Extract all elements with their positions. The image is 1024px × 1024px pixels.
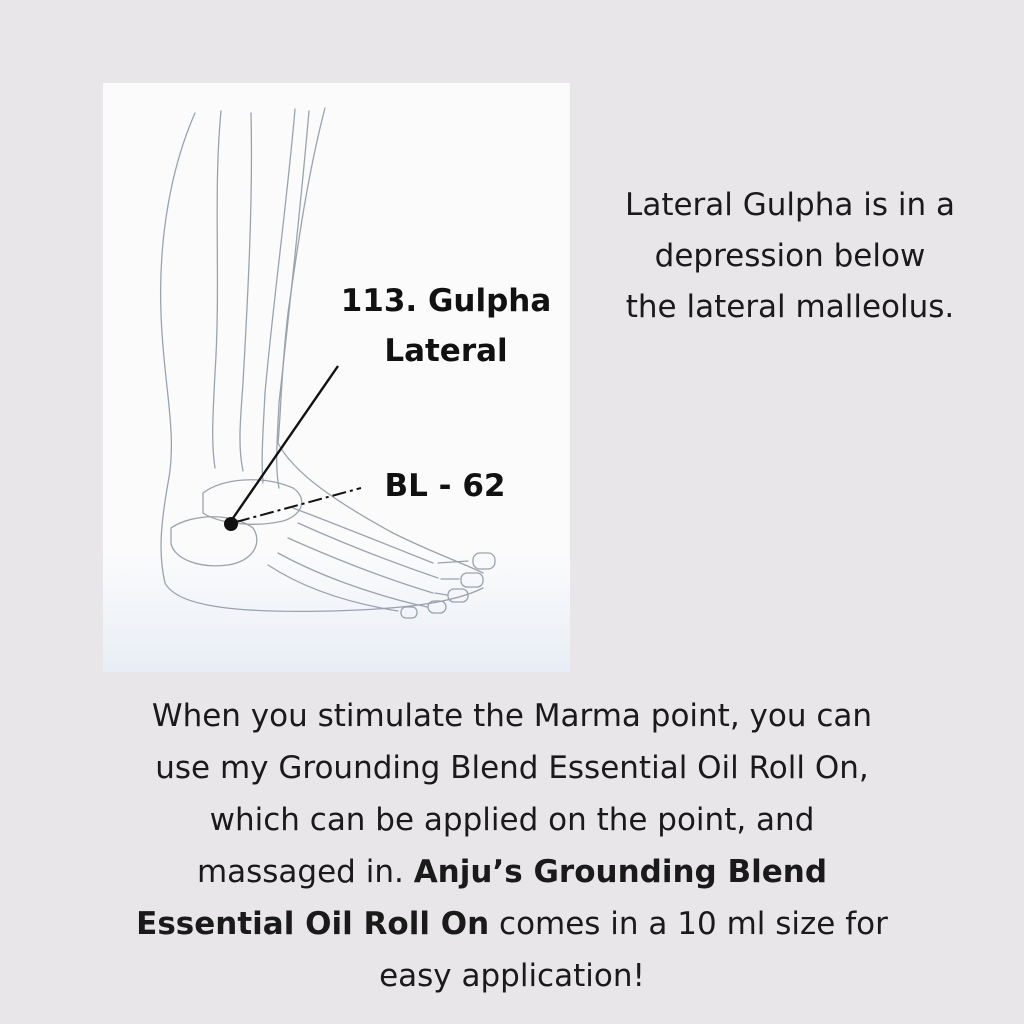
paragraph-line [40, 846, 984, 898]
point-label-line2: Lateral [384, 333, 508, 369]
product-name-part2: Essential Oil Roll On [136, 906, 490, 942]
point-label [330, 276, 562, 376]
foot-skeleton-drawing [103, 83, 570, 672]
pointer-line [231, 366, 338, 521]
foot-anatomy-illustration [103, 83, 570, 672]
description-line: depression below [654, 238, 926, 274]
paragraph-line: use my Grounding Blend Essential Oil Roll On, [155, 750, 869, 786]
paragraph-line: When you stimulate the Marma point, you can [151, 698, 873, 734]
description-line: Lateral Gulpha is in a [625, 187, 955, 223]
paragraph-text: comes in a 10 ml size for [489, 906, 888, 942]
marma-point-dot [224, 517, 238, 531]
description-line: the lateral malleolus. [625, 289, 955, 325]
paragraph-line [40, 898, 984, 950]
meridian-label: BL - 62 [384, 468, 506, 504]
point-description [590, 180, 990, 333]
paragraph-line: which can be applied on the point, and [209, 802, 815, 838]
point-label-line1: 113. Gulpha [340, 283, 552, 319]
paragraph-text: massaged in. [196, 854, 414, 890]
paragraph-line: easy application! [379, 958, 645, 994]
product-paragraph [40, 690, 984, 1002]
product-name-part1: Anju’s Grounding Blend [413, 854, 828, 890]
